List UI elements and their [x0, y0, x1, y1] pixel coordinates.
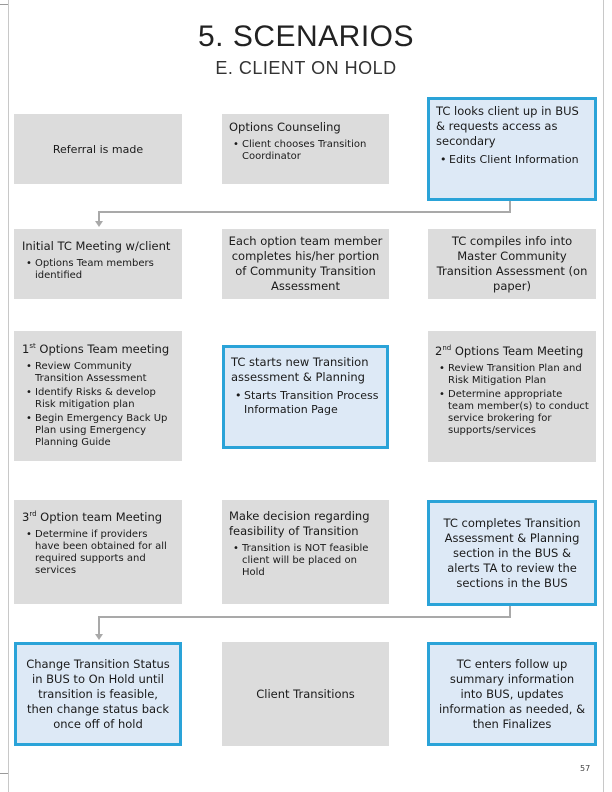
bullet-list — [229, 139, 382, 163]
step-tc-lookup — [427, 97, 597, 201]
page-edge-right — [603, 0, 604, 792]
bullet-list — [22, 258, 174, 282]
bullet-item: • Transition is NOT feasible client will be placed on Hold — [242, 543, 382, 579]
step-team-member-portion — [222, 229, 389, 299]
bullet-item: • Starts Transition Process Information Page — [244, 389, 380, 417]
step-text: Change Transition Status in BUS to On Hold until transition is feasible, then change status back once off of hold — [26, 656, 170, 731]
step-text: Client Transitions — [256, 686, 355, 701]
step-initial-meeting — [14, 229, 182, 299]
step-heading: TC starts new Transition assessment & Planning — [231, 355, 369, 384]
bullet-list — [22, 361, 174, 449]
bullet-list — [229, 543, 382, 579]
arrow-down-icon — [95, 221, 103, 227]
page-subtitle: E. CLIENT ON HOLD — [215, 58, 397, 78]
bullet-list — [231, 389, 380, 417]
connector — [98, 211, 511, 213]
connector — [98, 616, 100, 636]
step-heading: 2nd Options Team Meeting — [435, 343, 584, 358]
page-title: 5. SCENARIOS — [197, 20, 415, 53]
step-tc-compiles — [428, 229, 596, 299]
bullet-item: • Begin Emergency Back Up Plan using Emergency Planning Guide — [35, 413, 174, 449]
step-heading: Initial TC Meeting w/client — [22, 239, 171, 253]
step-heading: TC looks client up in BUS & requests access as secondary — [436, 104, 579, 148]
step-options-counseling — [222, 114, 389, 184]
bullet-item: • Determine appropriate team member(s) to conduct service brokering for supports/services — [448, 389, 589, 437]
step-first-meeting — [14, 331, 182, 461]
step-client-transitions — [222, 642, 389, 746]
step-tc-completes — [427, 500, 597, 606]
step-heading: 1st Options Team meeting — [22, 341, 170, 356]
bullet-list — [435, 363, 589, 437]
step-make-decision — [222, 500, 389, 604]
page-edge-left — [8, 0, 9, 792]
bullet-item: • Determine if providers have been obtained for all required supports and services — [35, 529, 174, 577]
step-text: Referral is made — [52, 142, 144, 156]
page-tick — [0, 4, 8, 5]
bullet-item: • Review Community Transition Assessment — [35, 361, 174, 385]
page-number: 57 — [580, 764, 591, 773]
step-heading: 3rd Option team Meeting — [22, 509, 163, 524]
bullet-item: • Review Transition Plan and Risk Mitigation Plan — [448, 363, 589, 387]
connector — [98, 616, 511, 618]
step-text: TC completes Transition Assessment & Planning section in the BUS & alerts TA to review the sections in the BUS — [443, 515, 581, 590]
bullet-list — [436, 153, 588, 167]
arrow-down-icon — [95, 634, 103, 640]
step-text: TC compiles info into Master Community Transition Assessment (on paper) — [436, 234, 588, 293]
bullet-list — [22, 529, 174, 577]
step-change-status — [14, 642, 182, 746]
step-tc-enters — [427, 642, 597, 746]
step-text: TC enters follow up summary information into BUS, updates information as needed, & then Finalizes — [438, 656, 586, 731]
step-heading: Make decision regarding feasibility of Transition — [229, 509, 370, 538]
step-third-meeting — [14, 500, 182, 604]
step-text: Each option team member completes his/her portion of Community Transition Assessment — [228, 234, 383, 293]
bullet-item: • Options Team members identified — [35, 258, 174, 282]
bullet-item: • Edits Client Information — [449, 153, 588, 167]
step-second-meeting — [428, 331, 596, 462]
bullet-item: • Identify Risks & develop Risk mitigation plan — [35, 387, 174, 411]
bullet-item: • Client chooses Transition Coordinator — [242, 139, 382, 163]
step-referral — [14, 114, 182, 184]
step-tc-starts — [222, 345, 389, 449]
page-tick — [0, 773, 8, 774]
step-heading: Options Counseling — [229, 120, 341, 134]
